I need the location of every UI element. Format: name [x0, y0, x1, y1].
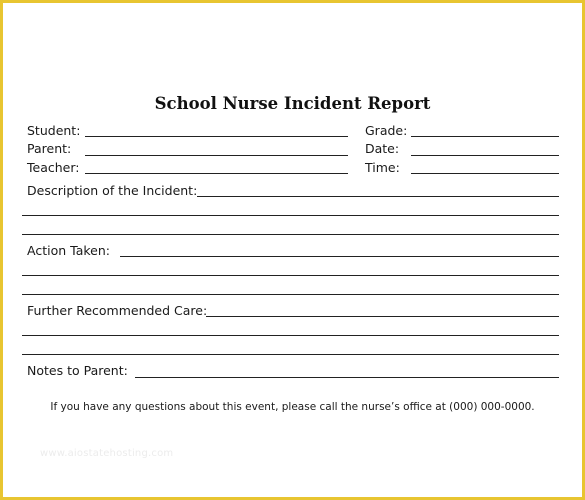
action-field[interactable]: [120, 256, 559, 257]
parent-field[interactable]: [85, 155, 348, 156]
grade-label: Grade:: [365, 123, 408, 138]
description-line[interactable]: [22, 215, 559, 216]
watermark: www.aiostatehosting.com: [40, 448, 174, 459]
description-field[interactable]: [197, 196, 559, 197]
description-line[interactable]: [22, 234, 559, 235]
notes-label: Notes to Parent:: [27, 363, 128, 378]
form-title: School Nurse Incident Report: [154, 94, 431, 113]
action-line[interactable]: [22, 294, 559, 295]
action-line[interactable]: [22, 275, 559, 276]
care-line[interactable]: [22, 335, 559, 336]
care-label: Further Recommended Care:: [27, 303, 208, 318]
parent-label: Parent:: [27, 141, 72, 156]
grade-field[interactable]: [411, 136, 559, 137]
student-label: Student:: [27, 123, 81, 138]
care-field[interactable]: [206, 316, 559, 317]
action-label: Action Taken:: [27, 243, 110, 258]
date-field[interactable]: [411, 155, 559, 156]
footer-note: If you have any questions about this event, please call the nurse’s office at (000) 000-0000.: [50, 401, 535, 413]
time-field[interactable]: [411, 173, 559, 174]
notes-field[interactable]: [135, 377, 559, 378]
care-line[interactable]: [22, 354, 559, 355]
description-label: Description of the Incident:: [27, 183, 198, 198]
student-field[interactable]: [85, 136, 348, 137]
time-label: Time:: [365, 160, 400, 175]
date-label: Date:: [365, 141, 400, 156]
teacher-field[interactable]: [85, 173, 348, 174]
teacher-label: Teacher:: [27, 160, 80, 175]
